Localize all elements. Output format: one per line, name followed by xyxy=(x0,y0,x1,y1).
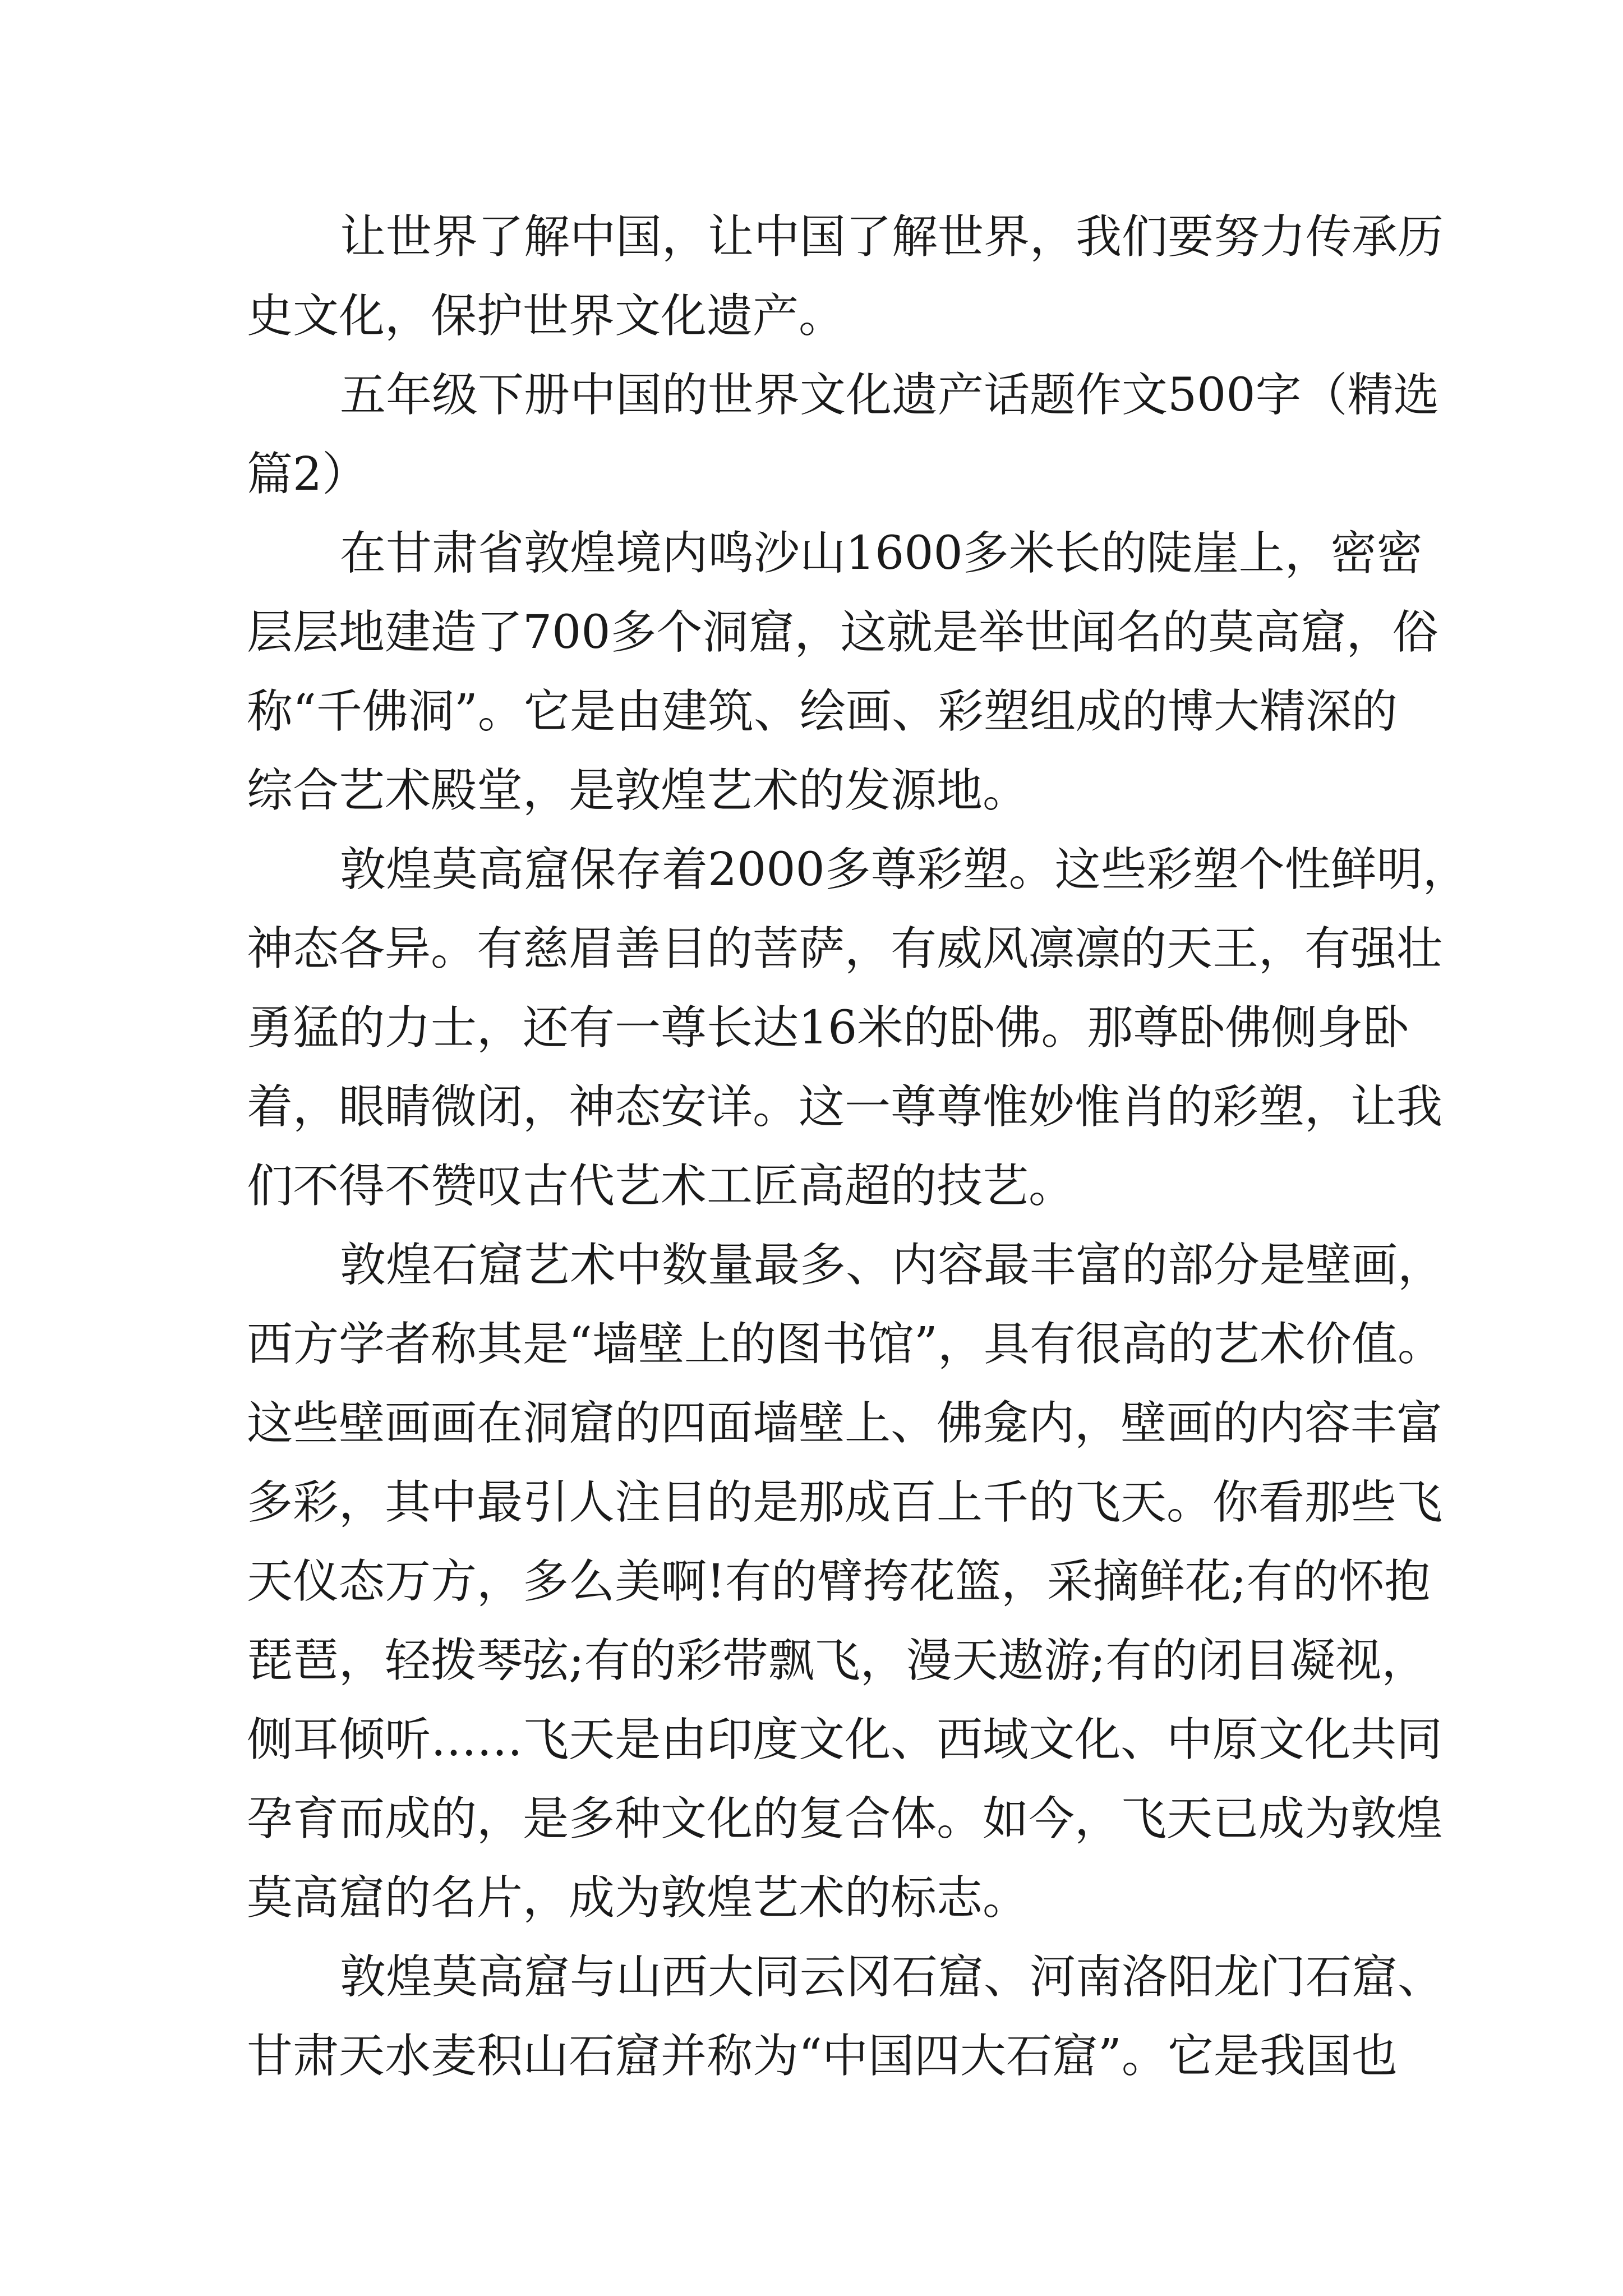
text-line: 敦煌莫高窟与山西大同云冈石窟、河南洛阳龙门石窟、 xyxy=(340,1950,1444,2004)
text-line: 着，眼睛微闭，神态安详。这一尊尊惟妙惟肖的彩塑，让我 xyxy=(247,1080,1443,1134)
text-line: 侧耳倾听……飞天是由印度文化、西域文化、中原文化共同 xyxy=(247,1713,1443,1766)
document-body xyxy=(247,197,1469,2096)
paragraph-intro xyxy=(247,514,1438,830)
text-line: 甘肃天水麦积山石窟并称为“中国四大石窟”。它是我国也 xyxy=(247,2030,1398,2083)
text-line: 史文化，保护世界文化遗产。 xyxy=(247,289,845,343)
text-line: 篇2） xyxy=(247,448,368,501)
text-line: 敦煌莫高窟保存着2000多尊彩塑。这些彩塑个性鲜明， xyxy=(340,843,1469,896)
paragraph-closing-sentence xyxy=(247,197,1444,356)
paragraph-sculptures xyxy=(247,830,1469,1226)
essay-title xyxy=(247,356,1440,514)
text-line: 们不得不赞叹古代艺术工匠高超的技艺。 xyxy=(247,1159,1075,1213)
text-line: 层层地建造了700多个洞窟，这就是举世闻名的莫高窟，俗 xyxy=(247,606,1438,659)
text-line: 让世界了解中国，让中国了解世界，我们要努力传承历 xyxy=(340,210,1444,264)
text-line: 多彩，其中最引人注目的是那成百上千的飞天。你看那些飞 xyxy=(247,1476,1443,1529)
text-line: 称“千佛洞”。它是由建筑、绘画、彩塑组成的博大精深的 xyxy=(247,685,1398,738)
text-line: 孕育而成的，是多种文化的复合体。如今，飞天已成为敦煌 xyxy=(247,1792,1443,1846)
text-line: 天仪态万方，多么美啊!有的臂挎花篮，采摘鲜花;有的怀抱 xyxy=(247,1555,1431,1608)
text-line: 这些壁画画在洞窟的四面墙壁上、佛龛内，壁画的内容丰富 xyxy=(247,1397,1443,1450)
text-line: 琵琶，轻拨琴弦;有的彩带飘飞，漫天遨游;有的闭目凝视， xyxy=(247,1634,1428,1687)
text-line: 五年级下册中国的世界文化遗产话题作文500字（精选 xyxy=(340,369,1440,422)
paragraph-murals xyxy=(247,1226,1444,1938)
text-line: 在甘肃省敦煌境内鸣沙山1600多米长的陡崖上，密密 xyxy=(340,527,1423,580)
text-line: 神态各异。有慈眉善目的菩萨，有威风凛凛的天王，有强壮 xyxy=(247,922,1443,976)
text-line: 西方学者称其是“墙壁上的图书馆”，具有很高的艺术价值。 xyxy=(247,1318,1444,1371)
text-line: 莫高窟的名片，成为敦煌艺术的标志。 xyxy=(247,1871,1029,1925)
text-line: 综合艺术殿堂，是敦煌艺术的发源地。 xyxy=(247,764,1029,817)
text-line: 勇猛的力士，还有一尊长达16米的卧佛。那尊卧佛侧身卧 xyxy=(247,1001,1409,1055)
paragraph-four-grottoes xyxy=(247,1938,1444,2096)
text-line: 敦煌石窟艺术中数量最多、内容最丰富的部分是壁画， xyxy=(340,1239,1444,1292)
